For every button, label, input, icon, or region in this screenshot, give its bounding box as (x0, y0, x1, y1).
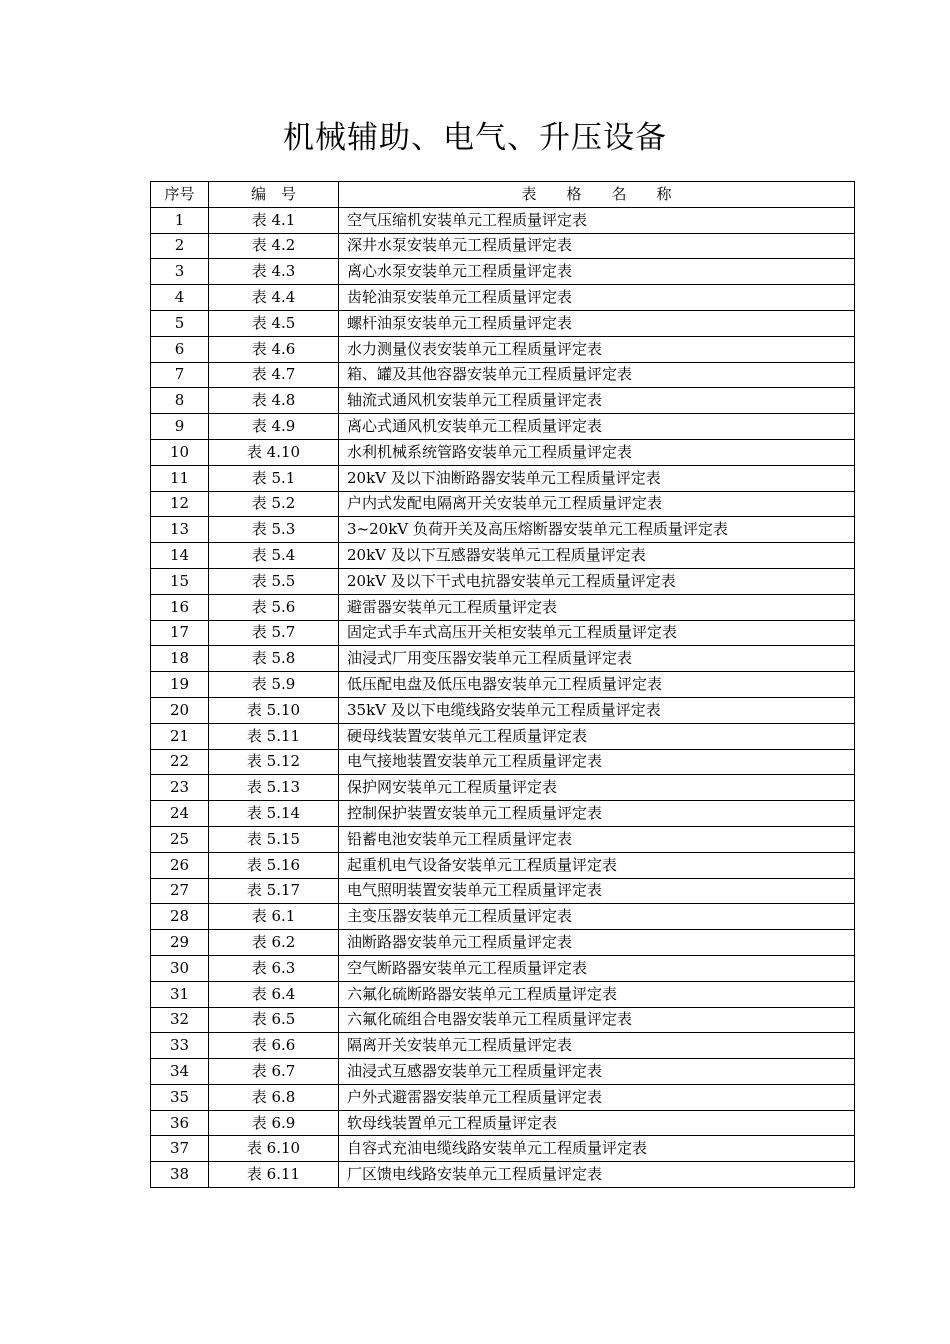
table-row (151, 930, 855, 956)
table-row (151, 233, 855, 259)
row-form-name: 软母线装置单元工程质量评定表 (339, 1110, 855, 1136)
row-form-name: 深井水泵安装单元工程质量评定表 (339, 233, 855, 259)
row-serial: 7 (151, 362, 209, 388)
row-serial: 23 (151, 775, 209, 801)
table-row (151, 439, 855, 465)
row-code: 表 5.14 (209, 801, 339, 827)
row-form-name: 箱、罐及其他容器安装单元工程质量评定表 (339, 362, 855, 388)
row-serial: 26 (151, 852, 209, 878)
row-serial: 15 (151, 568, 209, 594)
table-row (151, 620, 855, 646)
table-row (151, 697, 855, 723)
row-form-name: 避雷器安装单元工程质量评定表 (339, 594, 855, 620)
row-serial: 5 (151, 310, 209, 336)
row-code: 表 5.2 (209, 491, 339, 517)
row-serial: 13 (151, 517, 209, 543)
table-row (151, 259, 855, 285)
row-code: 表 5.7 (209, 620, 339, 646)
row-serial: 27 (151, 878, 209, 904)
row-form-name: 35kV 及以下电缆线路安装单元工程质量评定表 (339, 697, 855, 723)
row-form-name: 水力测量仪表安装单元工程质量评定表 (339, 336, 855, 362)
row-code: 表 4.2 (209, 233, 339, 259)
row-code: 表 6.8 (209, 1084, 339, 1110)
table-row (151, 1136, 855, 1162)
row-code: 表 5.8 (209, 646, 339, 672)
table-row (151, 904, 855, 930)
row-code: 表 6.9 (209, 1110, 339, 1136)
table-row (151, 981, 855, 1007)
forms-index-table (150, 181, 855, 1188)
table-row (151, 207, 855, 233)
table-row (151, 414, 855, 440)
row-code: 表 4.4 (209, 285, 339, 311)
row-code: 表 5.9 (209, 672, 339, 698)
row-form-name: 电气接地装置安装单元工程质量评定表 (339, 749, 855, 775)
row-serial: 29 (151, 930, 209, 956)
table-row (151, 775, 855, 801)
row-form-name: 固定式手车式高压开关柜安装单元工程质量评定表 (339, 620, 855, 646)
row-serial: 37 (151, 1136, 209, 1162)
header-code: 编 号 (209, 182, 339, 208)
row-code: 表 5.11 (209, 723, 339, 749)
table-row (151, 723, 855, 749)
row-form-name: 厂区馈电线路安装单元工程质量评定表 (339, 1162, 855, 1188)
table-row (151, 749, 855, 775)
row-code: 表 4.7 (209, 362, 339, 388)
header-form-name: 表 格 名 称 (339, 182, 855, 208)
row-form-name: 3~20kV 负荷开关及高压熔断器安装单元工程质量评定表 (339, 517, 855, 543)
table-row (151, 543, 855, 569)
row-form-name: 水利机械系统管路安装单元工程质量评定表 (339, 439, 855, 465)
row-form-name: 齿轮油泵安装单元工程质量评定表 (339, 285, 855, 311)
table-row (151, 1084, 855, 1110)
table-row (151, 285, 855, 311)
row-code: 表 4.5 (209, 310, 339, 336)
row-form-name: 户外式避雷器安装单元工程质量评定表 (339, 1084, 855, 1110)
row-form-name: 保护网安装单元工程质量评定表 (339, 775, 855, 801)
row-code: 表 5.3 (209, 517, 339, 543)
table-row (151, 1059, 855, 1085)
row-form-name: 空气压缩机安装单元工程质量评定表 (339, 207, 855, 233)
table-row (151, 568, 855, 594)
row-serial: 34 (151, 1059, 209, 1085)
table-row (151, 1162, 855, 1188)
row-form-name: 油断路器安装单元工程质量评定表 (339, 930, 855, 956)
row-code: 表 4.9 (209, 414, 339, 440)
row-serial: 21 (151, 723, 209, 749)
row-serial: 9 (151, 414, 209, 440)
row-code: 表 6.3 (209, 955, 339, 981)
row-form-name: 20kV 及以下干式电抗器安装单元工程质量评定表 (339, 568, 855, 594)
row-form-name: 控制保护装置安装单元工程质量评定表 (339, 801, 855, 827)
row-form-name: 六氟化硫断路器安装单元工程质量评定表 (339, 981, 855, 1007)
row-form-name: 离心式通风机安装单元工程质量评定表 (339, 414, 855, 440)
table-row (151, 852, 855, 878)
table-row (151, 465, 855, 491)
row-form-name: 螺杆油泵安装单元工程质量评定表 (339, 310, 855, 336)
row-form-name: 硬母线装置安装单元工程质量评定表 (339, 723, 855, 749)
row-serial: 25 (151, 826, 209, 852)
row-form-name: 轴流式通风机安装单元工程质量评定表 (339, 388, 855, 414)
row-form-name: 油浸式厂用变压器安装单元工程质量评定表 (339, 646, 855, 672)
row-serial: 4 (151, 285, 209, 311)
row-serial: 36 (151, 1110, 209, 1136)
row-form-name: 油浸式互感器安装单元工程质量评定表 (339, 1059, 855, 1085)
row-code: 表 6.4 (209, 981, 339, 1007)
row-code: 表 6.5 (209, 1007, 339, 1033)
row-serial: 3 (151, 259, 209, 285)
row-serial: 17 (151, 620, 209, 646)
row-code: 表 5.1 (209, 465, 339, 491)
row-serial: 16 (151, 594, 209, 620)
row-serial: 31 (151, 981, 209, 1007)
row-serial: 22 (151, 749, 209, 775)
row-serial: 14 (151, 543, 209, 569)
table-header-row (151, 182, 855, 208)
row-serial: 19 (151, 672, 209, 698)
row-form-name: 空气断路器安装单元工程质量评定表 (339, 955, 855, 981)
row-serial: 32 (151, 1007, 209, 1033)
table-row (151, 801, 855, 827)
row-form-name: 低压配电盘及低压电器安装单元工程质量评定表 (339, 672, 855, 698)
row-serial: 30 (151, 955, 209, 981)
row-serial: 12 (151, 491, 209, 517)
row-code: 表 5.13 (209, 775, 339, 801)
table-row (151, 388, 855, 414)
row-serial: 38 (151, 1162, 209, 1188)
row-form-name: 电气照明装置安装单元工程质量评定表 (339, 878, 855, 904)
row-code: 表 6.7 (209, 1059, 339, 1085)
table-row (151, 878, 855, 904)
table-row (151, 594, 855, 620)
row-form-name: 铅蓄电池安装单元工程质量评定表 (339, 826, 855, 852)
row-form-name: 20kV 及以下油断路器安装单元工程质量评定表 (339, 465, 855, 491)
row-code: 表 5.5 (209, 568, 339, 594)
row-serial: 6 (151, 336, 209, 362)
row-serial: 20 (151, 697, 209, 723)
table-row (151, 955, 855, 981)
row-code: 表 6.1 (209, 904, 339, 930)
table-row (151, 1110, 855, 1136)
row-code: 表 5.12 (209, 749, 339, 775)
row-code: 表 5.15 (209, 826, 339, 852)
row-serial: 8 (151, 388, 209, 414)
row-serial: 2 (151, 233, 209, 259)
table-body (151, 207, 855, 1187)
row-code: 表 4.8 (209, 388, 339, 414)
row-serial: 35 (151, 1084, 209, 1110)
row-code: 表 5.4 (209, 543, 339, 569)
table-row (151, 1007, 855, 1033)
table-row (151, 826, 855, 852)
row-serial: 11 (151, 465, 209, 491)
row-form-name: 自容式充油电缆线路安装单元工程质量评定表 (339, 1136, 855, 1162)
table-row (151, 1033, 855, 1059)
row-code: 表 6.10 (209, 1136, 339, 1162)
row-code: 表 5.16 (209, 852, 339, 878)
row-form-name: 户内式发配电隔离开关安装单元工程质量评定表 (339, 491, 855, 517)
row-form-name: 隔离开关安装单元工程质量评定表 (339, 1033, 855, 1059)
row-code: 表 6.6 (209, 1033, 339, 1059)
row-serial: 10 (151, 439, 209, 465)
table-row (151, 646, 855, 672)
row-serial: 33 (151, 1033, 209, 1059)
row-form-name: 起重机电气设备安装单元工程质量评定表 (339, 852, 855, 878)
row-serial: 28 (151, 904, 209, 930)
row-code: 表 4.10 (209, 439, 339, 465)
row-form-name: 主变压器安装单元工程质量评定表 (339, 904, 855, 930)
row-serial: 24 (151, 801, 209, 827)
page-title: 机械辅助、电气、升压设备 (283, 120, 667, 156)
row-code: 表 5.6 (209, 594, 339, 620)
row-form-name: 离心水泵安装单元工程质量评定表 (339, 259, 855, 285)
row-form-name: 20kV 及以下互感器安装单元工程质量评定表 (339, 543, 855, 569)
header-serial: 序号 (151, 182, 209, 208)
row-code: 表 5.17 (209, 878, 339, 904)
row-code: 表 4.6 (209, 336, 339, 362)
table-row (151, 310, 855, 336)
row-code: 表 4.3 (209, 259, 339, 285)
row-code: 表 4.1 (209, 207, 339, 233)
table-row (151, 336, 855, 362)
row-code: 表 5.10 (209, 697, 339, 723)
table-row (151, 362, 855, 388)
row-form-name: 六氟化硫组合电器安装单元工程质量评定表 (339, 1007, 855, 1033)
row-code: 表 6.2 (209, 930, 339, 956)
table-row (151, 517, 855, 543)
table-row (151, 672, 855, 698)
row-serial: 1 (151, 207, 209, 233)
row-serial: 18 (151, 646, 209, 672)
table-row (151, 491, 855, 517)
row-code: 表 6.11 (209, 1162, 339, 1188)
